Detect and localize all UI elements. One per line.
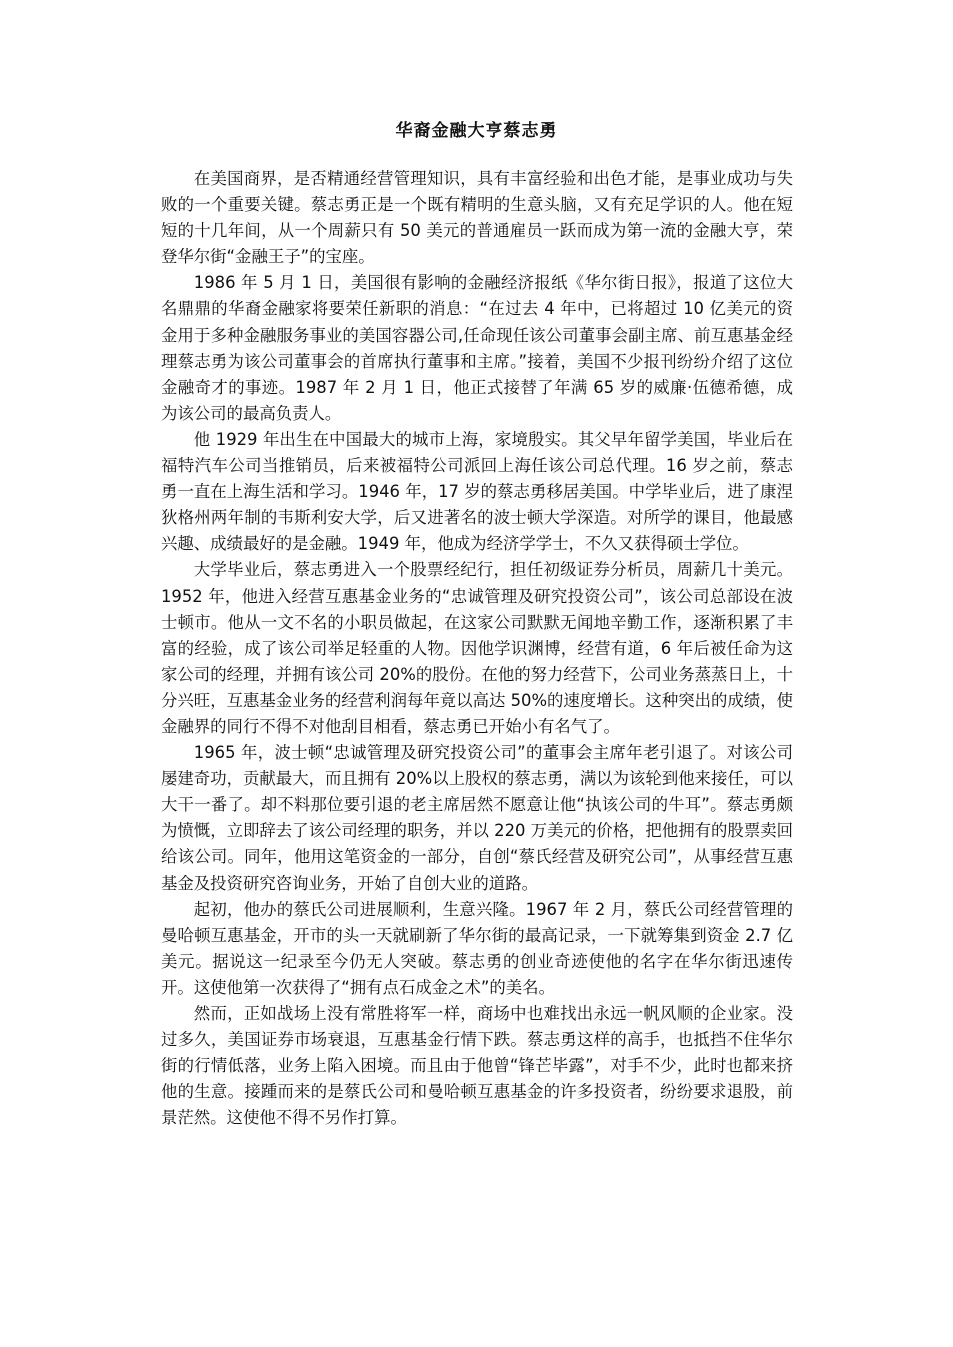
paragraph: 起初，他办的蔡氏公司进展顺利，生意兴隆。1967 年 2 月，蔡氏公司经营管理的曼哈顿互惠基金，开市的头一天就刷新了华尔街的最高记录，一下就筹集到资金 2.7 亿美元。据说这一纪录至今仍无人突破。蔡志勇的创业奇迹使他的名字在华尔街迅速传开。这使他第一次获得了“拥有点石成金之术”的美名。	[161, 899, 793, 997]
paragraph: 大学毕业后，蔡志勇进入一个股票经纪行，担任初级证券分析员，周薪几十美元。1952 年，他进入经营互惠基金业务的“忠诚管理及研究投资公司”，该公司总部设在波士顿市。他从一文不名的小职员做起，在这家公司默默无闻地辛勤工作，逐渐积累了丰富的经验，成了该公司举足轻重的人物。因他学识渊博，经营有道，6 年后被任命为这家公司的经理，并拥有该公司 20%的股份。在他的努力经营下，公司业务蒸蒸日上，十分兴旺，互惠基金业务的经营利润每年竟以高达 50%的速度增长。这种突出的成绩，使金融界的同行不得不对他刮目相看，蔡志勇已开始小有名气了。	[161, 560, 793, 736]
document-title: 华裔金融大亨蔡志勇	[395, 121, 558, 141]
paragraph: 1986 年 5 月 1 日，美国很有影响的金融经济报纸《华尔街日报》，报道了这位大名鼎鼎的华裔金融家将要荣任新职的消息：“在过去 4 年中，已将超过 10 亿美元的资金用于多种金融服务事业的美国容器公司,任命现任该公司董事会副主席、前互惠基金经理蔡志勇为该公司董事会的首席执行董事和主席。”接着，美国不少报刊纷纷介绍了这位金融奇才的事迹。1987 年 2 月 1 日，他正式接替了年满 65 岁的威廉·伍德希德，成为该公司的最高负责人。	[161, 273, 793, 423]
paragraph: 在美国商界，是否精通经营管理知识，具有丰富经验和出色才能，是事业成功与失败的一个重要关键。蔡志勇正是一个既有精明的生意头脑，又有充足学识的人。他在短短的十几年间，从一个周薪只有 50 美元的普通雇员一跃而成为第一流的金融大亨，荣登华尔街“金融王子”的宝座。	[161, 169, 793, 267]
paragraph: 1965 年，波士顿“忠诚管理及研究投资公司”的董事会主席年老引退了。对该公司屡建奇功，贡献最大，而且拥有 20%以上股权的蔡志勇，满以为该轮到他来接任，可以大干一番了。却不料那位要引退的老主席居然不愿意让他“执该公司的牛耳”。蔡志勇颇为愤慨，立即辞去了该公司经理的职务，并以 220 万美元的价格，把他拥有的股票卖回给该公司。同年，他用这笔资金的一部分，自创“蔡氏经营及研究公司”，从事经营互惠基金及投资研究咨询业务，开始了自创大业的道路。	[161, 743, 793, 893]
paragraph: 然而，正如战场上没有常胜将军一样，商场中也难找出永远一帆风顺的企业家。没过多久，美国证券市场衰退，互惠基金行情下跌。蔡志勇这样的高手，也抵挡不住华尔街的行情低落，业务上陷入困境。而且由于他曾“锋芒毕露”，对手不少，此时也都来挤他的生意。接踵而来的是蔡氏公司和曼哈顿互惠基金的许多投资者，纷纷要求退股，前景茫然。这使他不得不另作打算。	[161, 1004, 793, 1128]
document-body	[161, 166, 793, 1131]
paragraph: 他 1929 年出生在中国最大的城市上海，家境殷实。其父早年留学美国，毕业后在福特汽车公司当推销员，后来被福特公司派回上海任该公司总代理。16 岁之前，蔡志勇一直在上海生活和学习。1946 年，17 岁的蔡志勇移居美国。中学毕业后，进了康涅狄格州两年制的韦斯利安大学，后又进著名的波士顿大学深造。对所学的课目，他最感兴趣、成绩最好的是金融。1949 年，他成为经济学学士，不久又获得硕士学位。	[161, 429, 793, 554]
